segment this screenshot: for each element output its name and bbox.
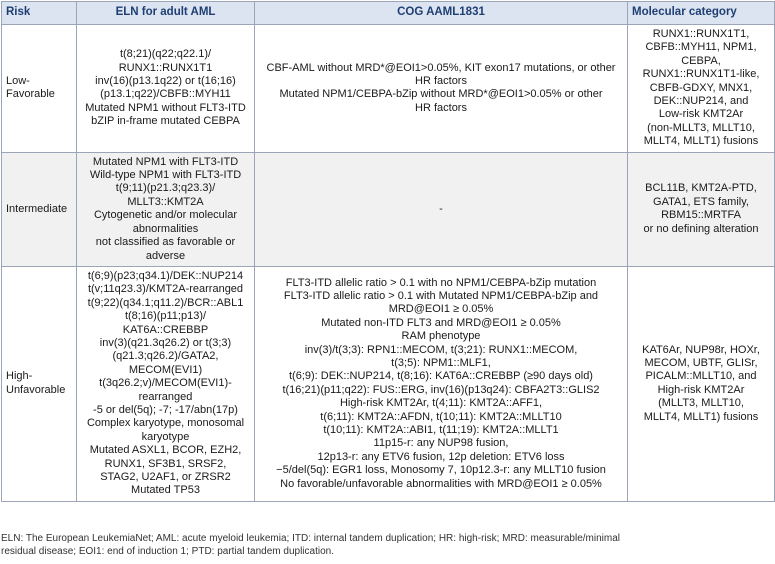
header-molecular: Molecular category <box>628 2 775 25</box>
cog-cell <box>255 266 628 501</box>
cell-line: not classified as favorable or <box>95 236 236 249</box>
cell-line: Complex karyotype, monosomal <box>86 417 245 430</box>
cell-line: inv(16)(p13.1q22) or t(16;16) <box>95 74 236 87</box>
cell-line: High-risk KMT2Ar <box>657 383 745 396</box>
cell-line: t(8;21)(q22;q22.1)/ <box>119 48 212 61</box>
cell-line: Low- <box>6 74 30 87</box>
header-cog: COG AAML1831 <box>255 2 628 25</box>
cell-line: Wild-type NPM1 with FLT3-ITD <box>89 169 242 182</box>
row-high-unfavorable <box>2 266 775 501</box>
risk-cell <box>2 25 77 153</box>
cell-line: CEBPA, <box>681 54 721 67</box>
cell-line: RUNX1::RUNX1T1-like, <box>642 68 760 81</box>
header-row <box>2 2 775 25</box>
cell-line: t(9;11)(p21.3;q23.3)/ <box>115 182 216 195</box>
cell-line: MECOM(EVI1) <box>128 363 203 376</box>
cell-line: karyotype <box>141 430 190 443</box>
cell-line: BCL11B, KMT2A-PTD, <box>645 182 757 195</box>
cell-line: (q21.3;q26.2)/GATA2, <box>112 350 219 363</box>
cell-line: t(3;5): NPM1::MLF1, <box>391 357 491 370</box>
cell-line: inv(3)(q21.3q26.2) or t(3;3) <box>99 336 232 349</box>
cell-line: High-risk KMT2Ar, t(4;11): KMT2A::AFF1, <box>339 397 543 410</box>
cell-line: 12p13-r: any ETV6 fusion, 12p deletion: ETV6 loss <box>317 450 565 463</box>
risk-cell <box>2 266 77 501</box>
cell-line: adverse <box>145 249 186 262</box>
table-footnote <box>1 532 771 558</box>
cell-line: Mutated NPM1/CEBPA-bZip without MRD*@EOI1>0.05% or other <box>279 88 603 101</box>
risk-classification-table <box>1 1 775 502</box>
cell-line: rearranged <box>138 390 193 403</box>
cell-line: inv(3)/t(3;3): RPN1::MECOM, t(3;21): RUNX1::MECOM, <box>304 343 578 356</box>
cell-line: RUNX1::RUNX1T1, <box>652 28 750 40</box>
cell-line: Mutated NPM1 with FLT3-ITD <box>92 155 239 168</box>
cell-line: (non-MLLT3, MLLT10, <box>647 121 755 134</box>
cell-line: t(6;9): DEK::NUP214, t(8;16): KAT6A::CREBBP (≥90 days old) <box>289 370 593 383</box>
cell-line: MRD@EOI1 ≥ 0.05% <box>388 303 494 316</box>
cell-line: MLLT4, MLLT1) fusions <box>643 410 759 423</box>
cell-line: t(6;9)(p23;q34.1)/DEK::NUP214 <box>87 269 244 282</box>
cell-line: Cytogenetic and/or molecular <box>93 209 238 222</box>
cell-line: CBFB-GDXY, MNX1, <box>649 81 753 94</box>
eln-cell <box>77 152 255 266</box>
cell-line: Favorable <box>6 88 55 101</box>
cell-line: Unfavorable <box>6 383 66 396</box>
cell-line: No favorable/unfavorable abnormalities with MRD@EOI1 ≥ 0.05% <box>280 477 602 490</box>
cell-line: DEK::NUP214, and <box>653 95 749 108</box>
cog-cell <box>255 152 628 266</box>
cell-line: HR factors <box>415 74 467 87</box>
header-risk: Risk <box>2 2 77 25</box>
molecular-cell <box>628 152 775 266</box>
cell-line: bZIP in-frame mutated CEBPA <box>91 115 240 128</box>
cell-line: t(v;11q23.3)/KMT2A-rearranged <box>87 283 244 296</box>
cell-line: Low-risk KMT2Ar <box>658 108 744 121</box>
footnote-line: ELN: The European LeukemiaNet; AML: acute myeloid leukemia; ITD: internal tandem duplication; HR: high-risk; MRD: measurable/minimal <box>1 533 620 544</box>
molecular-cell <box>628 25 775 153</box>
header-eln: ELN for adult AML <box>77 2 255 25</box>
cell-line: KAT6Ar, NUP98r, HOXr, <box>642 343 760 356</box>
cell-line: Mutated ASXL1, BCOR, EZH2, <box>89 444 242 457</box>
cell-line: RUNX1::RUNX1T1 <box>118 61 213 74</box>
cell-line: MLLT3::KMT2A <box>127 195 204 208</box>
cell-line: Mutated NPM1 without FLT3-ITD <box>85 101 246 114</box>
cell-line: 11p15-r: any NUP98 fusion, <box>373 437 509 450</box>
risk-cell <box>2 152 77 266</box>
cell-line: t(8;16)(p11;p13)/ <box>124 310 207 323</box>
cell-line: GATA1, ETS family, <box>653 195 749 208</box>
cell-line: RAM phenotype <box>401 330 481 343</box>
cell-line: KAT6A::CREBBP <box>122 323 209 336</box>
cell-line: RUNX1, SF3B1, SRSF2, <box>104 457 227 470</box>
cog-cell <box>255 25 628 153</box>
footnote-line: residual disease; EOI1: end of induction 1; PTD: partial tandem duplication. <box>1 546 334 557</box>
cell-line: t(3q26.2;v)/MECOM(EVI1)- <box>99 377 232 390</box>
cell-line: t(16;21)(p11;q22): FUS::ERG, inv(16)(p13q24): CBFA2T3::GLIS2 <box>282 383 600 396</box>
cell-line: Mutated TP53 <box>131 484 200 497</box>
molecular-cell <box>628 266 775 501</box>
cell-line: Intermediate <box>6 202 68 215</box>
cell-line: or no defining alteration <box>643 222 759 235</box>
cell-line: PICALM::MLLT10, and <box>645 370 757 383</box>
cell-line: abnormalities <box>132 222 199 235</box>
cell-line: −5/del(5q): EGR1 loss, Monosomy 7, 10p12.3-r: any MLLT10 fusion <box>276 464 606 477</box>
cell-line: t(9;22)(q34.1;q11.2)/BCR::ABL1 <box>87 296 244 309</box>
cell-line: MECOM, UBTF, GLISr, <box>644 357 758 370</box>
cell-line: (p13.1;q22)/CBFB::MYH11 <box>100 88 231 101</box>
eln-cell <box>77 25 255 153</box>
row-low-favorable <box>2 25 775 153</box>
cell-line: CBF-AML without MRD*@EOI1>0.05%, KIT exon17 mutations, or other <box>266 61 616 74</box>
cell-line: HR factors <box>415 101 467 114</box>
cell-line: -5 or del(5q); -7; -17/abn(17p) <box>93 403 238 416</box>
cell-line: FLT3-ITD allelic ratio > 0.1 with no NPM1/CEBPA-bZip mutation <box>285 276 597 289</box>
row-intermediate <box>2 152 775 266</box>
cell-line: Mutated non-ITD FLT3 and MRD@EOI1 ≥ 0.05% <box>321 316 561 329</box>
cell-line: STAG2, U2AF1, or ZRSR2 <box>100 471 231 483</box>
cell-line: CBFB::MYH11, NPM1, <box>645 41 757 54</box>
cell-line: MLLT4, MLLT1) fusions <box>643 135 759 148</box>
cell-line: t(6;11): KMT2A::AFDN, t(10;11): KMT2A::MLLT10 <box>320 410 562 423</box>
cell-line: RBM15::MRTFA <box>661 209 741 222</box>
cell-line: (MLLT3, MLLT10, <box>658 397 744 410</box>
cell-line: High- <box>6 370 33 383</box>
cell-line: t(10;11): KMT2A::ABI1, t(11;19): KMT2A::MLLT1 <box>323 424 559 437</box>
cell-line: - <box>439 202 443 215</box>
eln-cell <box>77 266 255 501</box>
cell-line: FLT3-ITD allelic ratio > 0.1 with Mutated NPM1/CEBPA-bZip and <box>283 290 599 303</box>
